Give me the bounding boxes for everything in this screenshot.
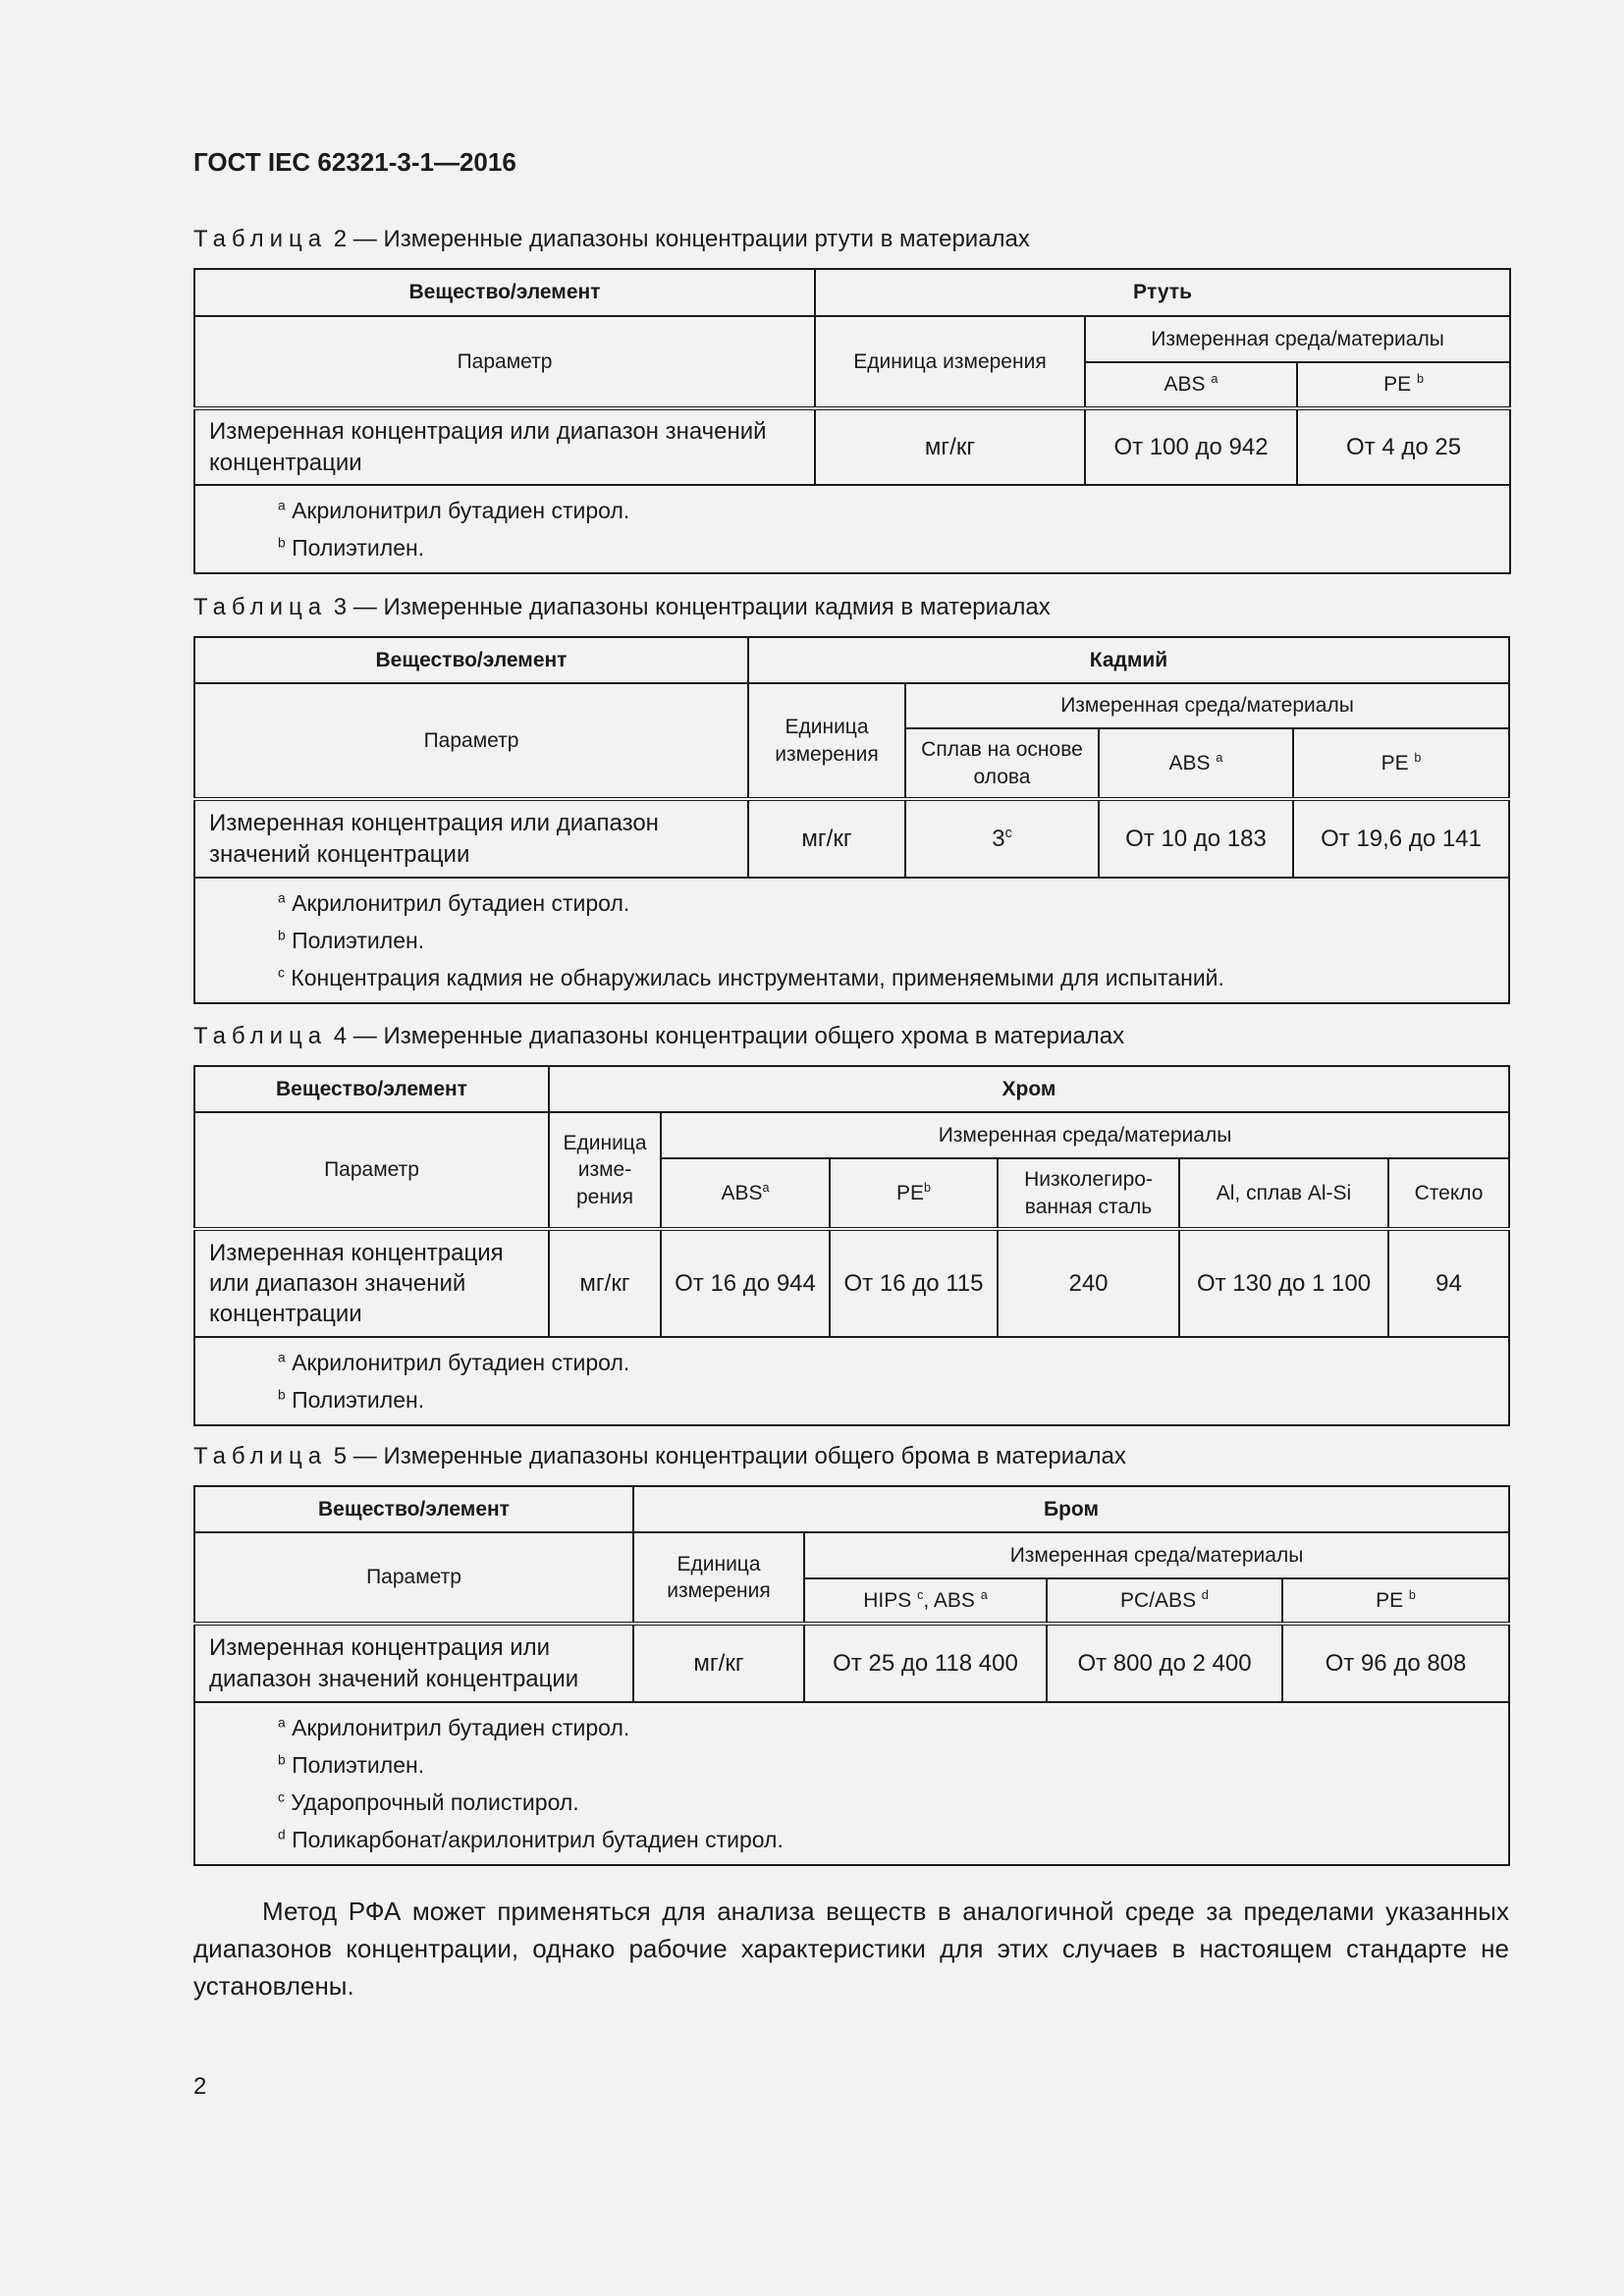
media-header: Измеренная среда/материалы <box>804 1532 1509 1578</box>
document-header: ГОСТ IEC 62321-3-1—2016 <box>193 147 516 177</box>
substance-header: Вещество/элемент <box>194 637 748 683</box>
value-cell-pc-abs: От 800 до 2 400 <box>1047 1624 1282 1702</box>
column-header-pe: PE $^b$ <box>1297 362 1510 408</box>
value-cell-pe: От 4 до 25 <box>1297 408 1510 485</box>
body-paragraph: Метод РФА может применяться для анализа веществ в аналогичной среде за пределами указанных диапазонов концентрации, однако рабочие характеристики для этих случаев в настоящем стандарте не установлены. <box>193 1896 1509 2001</box>
row-label: Измеренная концентрация или диапазон значений концентрации <box>194 1624 633 1702</box>
footnote: $^c$ Ударопрочный полистирол. <box>278 1789 579 1815</box>
table-4 <box>193 1065 1510 1426</box>
column-header-abs: ABS $^a$ <box>1099 728 1293 799</box>
value-cell-pe: От 19,6 до 141 <box>1293 799 1509 878</box>
element-header: Хром <box>549 1066 1509 1112</box>
table-5-footnotes <box>194 1702 1509 1865</box>
table-4-footnotes <box>194 1337 1509 1425</box>
parameter-header: Параметр <box>194 1532 633 1624</box>
column-header-abs: ABS $^a$ <box>1085 362 1297 408</box>
unit-cell: мг/кг <box>748 799 905 878</box>
page-number: 2 <box>193 2073 207 2100</box>
column-header-aluminium: Al, сплав Al-Si <box>1179 1158 1388 1229</box>
substance-header: Вещество/элемент <box>194 269 815 316</box>
element-header: Кадмий <box>748 637 1509 683</box>
unit-header: Единица изме-рения <box>549 1112 661 1229</box>
column-header-abs: ABS$^a$ <box>661 1158 830 1229</box>
media-header: Измеренная среда/материалы <box>661 1112 1509 1158</box>
column-header-pe: PE $^b$ <box>1282 1578 1509 1624</box>
column-header-low-alloy-steel: Низколегиро-ванная сталь <box>998 1158 1179 1229</box>
row-label: Измеренная концентрация или диапазон значений концентрации <box>194 1229 549 1337</box>
unit-header: Единица измерения <box>633 1532 804 1624</box>
column-header-pc-abs: PC/ABS $^d$ <box>1047 1578 1282 1624</box>
footnote: $^b$ Полиэтилен. <box>278 1387 425 1413</box>
row-label: Измеренная концентрация или диапазон значений концентрации <box>194 799 748 878</box>
value-cell-pe: От 16 до 115 <box>830 1229 998 1337</box>
unit-cell: мг/кг <box>549 1229 661 1337</box>
element-header: Ртуть <box>815 269 1510 316</box>
footnote: $^b$ Полиэтилен. <box>278 928 425 953</box>
unit-header: Единица измерения <box>815 316 1085 408</box>
substance-header: Вещество/элемент <box>194 1486 633 1532</box>
footnote: $^a$ Акрилонитрил бутадиен стирол. <box>278 498 630 523</box>
row-label: Измеренная концентрация или диапазон значений концентрации <box>194 408 815 485</box>
value-cell-abs: От 16 до 944 <box>661 1229 830 1337</box>
footnote: $^b$ Полиэтилен. <box>278 535 425 561</box>
value-cell-tin-alloy: 3$^c$ <box>905 799 1099 878</box>
value-cell-pe: От 96 до 808 <box>1282 1624 1509 1702</box>
footnote: $^b$ Полиэтилен. <box>278 1752 425 1778</box>
parameter-header: Параметр <box>194 683 748 799</box>
table-5-caption: Таблица 5 — Измеренные диапазоны концентрации общего брома в материалах <box>193 1443 1126 1469</box>
table-3-footnotes <box>194 878 1509 1003</box>
value-cell-glass: 94 <box>1388 1229 1509 1337</box>
parameter-header: Параметр <box>194 1112 549 1229</box>
footnote: $^a$ Акрилонитрил бутадиен стирол. <box>278 1350 630 1375</box>
parameter-header: Параметр <box>194 316 815 408</box>
unit-cell: мг/кг <box>815 408 1085 485</box>
footnote: $^a$ Акрилонитрил бутадиен стирол. <box>278 890 630 916</box>
value-cell-abs: От 100 до 942 <box>1085 408 1297 485</box>
table-2 <box>193 268 1511 574</box>
column-header-hips-abs: HIPS $^c$, ABS $^a$ <box>804 1578 1047 1624</box>
unit-cell: мг/кг <box>633 1624 804 1702</box>
column-header-pe: PE $^b$ <box>1293 728 1509 799</box>
value-cell-hips-abs: От 25 до 118 400 <box>804 1624 1047 1702</box>
element-header: Бром <box>633 1486 1509 1532</box>
substance-header: Вещество/элемент <box>194 1066 549 1112</box>
column-header-tin-alloy: Сплав на основе олова <box>905 728 1099 799</box>
column-header-pe: $PE^b$ <box>830 1158 998 1229</box>
value-cell-abs: От 10 до 183 <box>1099 799 1293 878</box>
media-header: Измеренная среда/материалы <box>1085 316 1510 362</box>
table-4-caption: Таблица 4 — Измеренные диапазоны концентрации общего хрома в материалах <box>193 1023 1125 1049</box>
value-cell-aluminium: От 130 до 1 100 <box>1179 1229 1388 1337</box>
value-cell-low-alloy-steel: 240 <box>998 1229 1179 1337</box>
table-2-footnotes <box>194 485 1510 573</box>
unit-header: Единица измерения <box>748 683 905 799</box>
footnote: $^c$ Концентрация кадмия не обнаружилась инструментами, применяемыми для испытаний. <box>278 965 1224 990</box>
footnote: $^a$ Акрилонитрил бутадиен стирол. <box>278 1715 630 1740</box>
media-header: Измеренная среда/материалы <box>905 683 1509 728</box>
table-3 <box>193 636 1510 1004</box>
footnote: $^d$ Поликарбонат/акрилонитрил бутадиен стирол. <box>278 1827 784 1852</box>
table-2-caption: Таблица 2 — Измеренные диапазоны концентрации ртути в материалах <box>193 226 1030 252</box>
table-5 <box>193 1485 1510 1866</box>
column-header-glass: Стекло <box>1388 1158 1509 1229</box>
table-3-caption: Таблица 3 — Измеренные диапазоны концентрации кадмия в материалах <box>193 594 1051 620</box>
